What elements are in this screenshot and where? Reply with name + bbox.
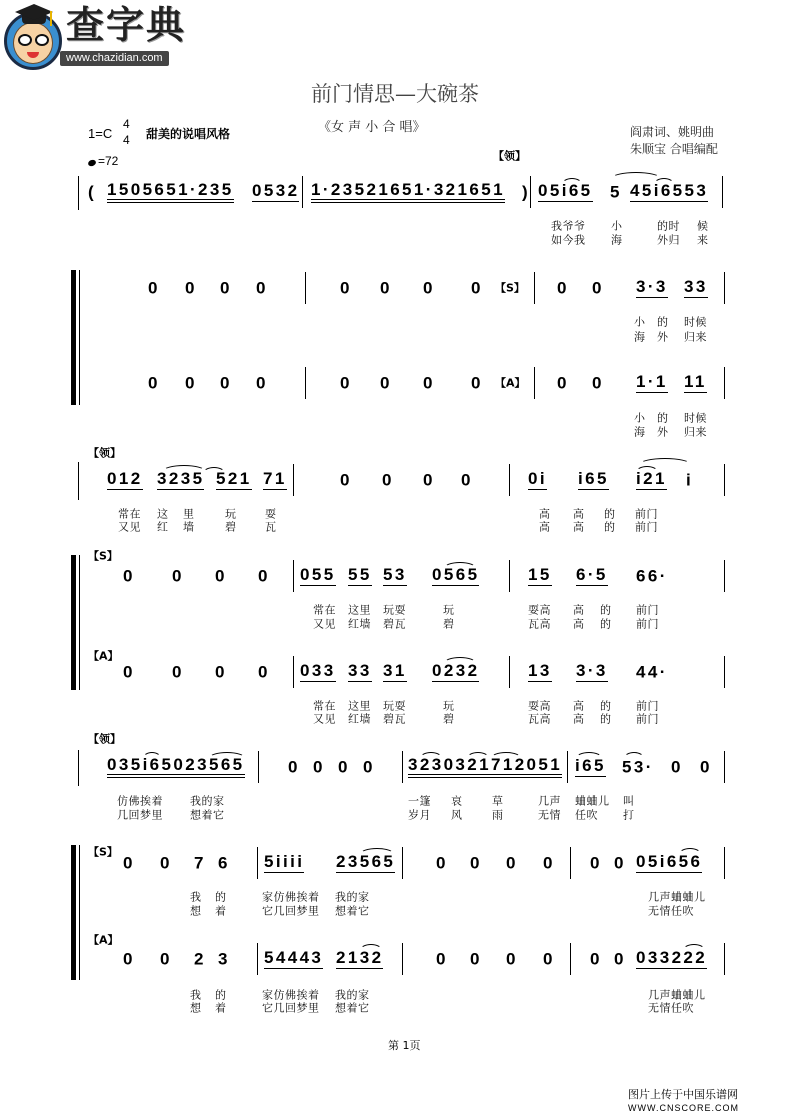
alto-notes: 33 (348, 661, 372, 680)
lead-lyric: 玩 (225, 507, 237, 521)
alto-notes: 0 (557, 373, 569, 393)
alto-lyric: 家仿佛挨着 (262, 988, 320, 1002)
lead-lyric: 红 (157, 520, 169, 534)
alto-lyric: 它几回梦里 (262, 1001, 320, 1015)
soprano-lyric: 家仿佛挨着 (262, 890, 320, 904)
lead-notes: ( (88, 182, 97, 202)
alto-notes: 033222 (636, 948, 708, 967)
part-label: 【S】 (88, 549, 118, 563)
slur-mark (444, 657, 476, 669)
barline (402, 847, 403, 879)
soprano-lyric: 瓦高 (528, 617, 551, 631)
alto-notes: 0 (123, 949, 135, 969)
alto-notes: 3 (218, 949, 230, 969)
lead-lyric: 蛐蛐儿 (575, 794, 610, 808)
soprano-notes: 0 (160, 853, 172, 873)
slur-mark (562, 178, 582, 190)
slur-mark (679, 848, 701, 860)
barline (530, 176, 531, 208)
slur-mark (163, 465, 205, 477)
soprano-notes: 0 (470, 853, 482, 873)
alto-lyric: 又见 (313, 712, 336, 726)
soprano-lyric: 常在 (313, 603, 336, 617)
lead-lyric: 墙 (183, 520, 195, 534)
lead-notes: 53· (622, 757, 654, 777)
lead-lyric: 里 (183, 507, 195, 521)
barline (724, 847, 725, 879)
soprano-lyric: 归来 (684, 330, 707, 344)
barline (305, 367, 306, 399)
soprano-notes: 6·5 (576, 565, 608, 584)
slur-mark (203, 467, 225, 479)
lead-lyric: 高 (573, 520, 585, 534)
lead-lyric: 叫 (623, 794, 635, 808)
soprano-notes: 0 (506, 853, 518, 873)
slur-mark (612, 172, 660, 184)
alto-lyric: 时候 (684, 411, 707, 425)
soprano-notes: 0 (258, 566, 270, 586)
lead-notes: 0 (461, 470, 473, 490)
soprano-notes: 0 (592, 278, 604, 298)
alto-notes: 44· (636, 662, 668, 682)
barline (567, 751, 568, 783)
alto-lyric: 的 (215, 988, 227, 1002)
lead-lyric: 几回梦里 (117, 808, 163, 822)
alto-lyric: 小 (634, 411, 646, 425)
part-label: 【S】 (88, 845, 118, 859)
system-line (78, 750, 79, 786)
barline (302, 176, 303, 208)
soprano-lyric: 红墙 (348, 617, 371, 631)
alto-notes: 2132 (336, 948, 384, 967)
lead-lyric: 岁月 (408, 808, 431, 822)
alto-lyric: 前门 (636, 699, 659, 713)
part-label: 【领】 (88, 732, 121, 746)
alto-lyric: 高 (573, 699, 585, 713)
soprano-notes: 0 (220, 278, 232, 298)
lyricist-composer-credit: 阎肃词、姚明曲 (630, 125, 715, 139)
alto-notes: 54443 (264, 948, 324, 967)
lead-lyric: 的 (604, 520, 616, 534)
soprano-notes: 0 (148, 278, 160, 298)
soprano-notes: 0 (590, 853, 602, 873)
soprano-notes: 7 (194, 853, 206, 873)
soprano-lyric: 前门 (636, 603, 659, 617)
lead-lyric: 候 (697, 219, 709, 233)
lead-notes: 0 (382, 470, 394, 490)
alto-lyric: 几声蛐蛐儿 (648, 988, 706, 1002)
bracket-line (79, 270, 80, 405)
barline (534, 272, 535, 304)
soprano-lyric: 的 (657, 315, 669, 329)
soprano-notes: 6 (218, 853, 230, 873)
alto-lyric: 的 (600, 712, 612, 726)
alto-notes: 0 (172, 662, 184, 682)
slur-mark (143, 752, 161, 764)
song-subtitle: 《女 声 小 合 唱》 (318, 120, 426, 135)
song-title: 前门情思—大碗茶 (311, 82, 479, 106)
soprano-notes: 0 (471, 278, 483, 298)
slur-mark (444, 562, 476, 574)
alto-lyric: 我的家 (335, 988, 370, 1002)
barline (724, 943, 725, 975)
soprano-notes: 055 (300, 565, 336, 584)
alto-notes: 0 (340, 373, 352, 393)
alto-lyric: 耍高 (528, 699, 551, 713)
barline (570, 943, 571, 975)
alto-notes: 0 (436, 949, 448, 969)
alto-notes: 0 (471, 373, 483, 393)
soprano-notes: 0 (380, 278, 392, 298)
soprano-notes: 55 (348, 565, 372, 584)
lead-notes: 0 (363, 757, 375, 777)
page-number: 第 1页 (388, 1039, 421, 1052)
soprano-notes: 5iiii (264, 852, 305, 871)
barline (724, 367, 725, 399)
barline (724, 656, 725, 688)
alto-lyric: 高 (573, 712, 585, 726)
soprano-notes: 66· (636, 566, 668, 586)
soprano-lyric: 海 (634, 330, 646, 344)
lead-lyric: 几声 (538, 794, 561, 808)
soprano-lyric: 着 (215, 904, 227, 918)
alto-lyric: 碧瓦 (383, 712, 406, 726)
alto-notes: 0 (256, 373, 268, 393)
barline (509, 656, 510, 688)
barline (305, 272, 306, 304)
barline (402, 943, 403, 975)
soprano-lyric: 碧瓦 (383, 617, 406, 631)
bracket-line (79, 845, 80, 980)
alto-lyric: 的 (657, 411, 669, 425)
soprano-lyric: 它几回梦里 (262, 904, 320, 918)
soprano-notes: 0565 (432, 565, 480, 584)
lead-lyric: 风 (451, 808, 463, 822)
part-bracket (71, 555, 76, 690)
lead-notes: i (686, 470, 694, 490)
lead-notes: 0532 (252, 181, 300, 200)
key-signature: 1=C (88, 126, 113, 141)
alto-notes: 0 (160, 949, 172, 969)
bracket-line (79, 555, 80, 690)
logo-brand-text: 查字典 (66, 3, 187, 47)
soprano-notes: 53 (383, 565, 407, 584)
soprano-lyric: 想 (190, 904, 202, 918)
alto-lyric: 常在 (313, 699, 336, 713)
alto-notes: 0 (185, 373, 197, 393)
barline (293, 560, 294, 592)
soprano-lyric: 我的家 (335, 890, 370, 904)
soprano-notes: 0 (185, 278, 197, 298)
lead-notes: 0 (338, 757, 350, 777)
alto-notes: 31 (383, 661, 407, 680)
alto-notes: 2 (194, 949, 206, 969)
system-line (78, 176, 79, 210)
lead-notes: 012 (107, 469, 143, 488)
soprano-notes: 0 (423, 278, 435, 298)
lead-lyric: 高 (573, 507, 585, 521)
alto-notes: 0 (590, 949, 602, 969)
part-label: 【领】 (493, 149, 526, 163)
soprano-lyric: 时候 (684, 315, 707, 329)
soprano-lyric: 小 (634, 315, 646, 329)
soprano-lyric: 碧 (443, 617, 455, 631)
soprano-lyric: 玩 (443, 603, 455, 617)
system-line (78, 462, 79, 500)
part-label: 【A】 (88, 649, 119, 663)
soprano-notes: 3·3 (636, 277, 668, 296)
alto-notes: 0 (220, 373, 232, 393)
soprano-lyric: 高 (573, 603, 585, 617)
soprano-lyric: 外 (657, 330, 669, 344)
lead-lyric: 外归 (657, 233, 680, 247)
lead-lyric: 想着它 (190, 808, 225, 822)
lead-lyric: 哀 (451, 794, 463, 808)
alto-notes: 0232 (432, 661, 480, 680)
slur-mark (420, 752, 442, 764)
alto-lyric: 想 (190, 1001, 202, 1015)
lead-lyric: 一篷 (408, 794, 431, 808)
barline (257, 847, 258, 879)
barline (402, 751, 403, 783)
alto-lyric: 玩 (443, 699, 455, 713)
alto-notes: 3·3 (576, 661, 608, 680)
barline (570, 847, 571, 879)
lead-notes: 3235 (157, 469, 205, 488)
part-label: 【A】 (88, 933, 119, 947)
slur-mark (209, 752, 245, 764)
barline (724, 272, 725, 304)
soprano-notes: 23565 (336, 852, 396, 871)
alto-notes: 0 (614, 949, 626, 969)
alto-lyric: 归来 (684, 425, 707, 439)
alto-lyric: 前门 (636, 712, 659, 726)
slur-mark (467, 752, 489, 764)
performance-style: 甜美的说唱风格 (146, 127, 231, 141)
barline (293, 464, 294, 496)
lead-lyric: 碧 (225, 520, 237, 534)
lead-lyric: 草 (492, 794, 504, 808)
lead-lyric: 常在 (118, 507, 141, 521)
slur-mark (640, 458, 690, 470)
alto-lyric: 红墙 (348, 712, 371, 726)
lead-lyric: 如今我 (551, 233, 586, 247)
soprano-notes: 0 (123, 566, 135, 586)
barline (258, 751, 259, 783)
lead-notes: i65 (575, 756, 606, 775)
lead-notes: 0 (340, 470, 352, 490)
barline (257, 943, 258, 975)
soprano-notes: 0 (340, 278, 352, 298)
lead-notes: 1505651·235 (107, 181, 234, 203)
alto-lyric: 想着它 (335, 1001, 370, 1015)
lead-notes: 5 (610, 182, 622, 202)
alto-notes: 0 (148, 373, 160, 393)
soprano-notes: 0 (215, 566, 227, 586)
alto-lyric: 着 (215, 1001, 227, 1015)
source-credit: 图片上传于中国乐谱网 (628, 1088, 738, 1101)
soprano-notes: 0 (436, 853, 448, 873)
lead-notes: i21 (636, 469, 667, 488)
alto-lyric: 我 (190, 988, 202, 1002)
alto-notes: 0 (506, 949, 518, 969)
part-label: 【S】 (495, 281, 525, 295)
soprano-notes: 0 (614, 853, 626, 873)
barline (293, 656, 294, 688)
soprano-lyric: 无情任吹 (648, 904, 694, 918)
lead-notes: 05i65 (538, 181, 593, 200)
alto-lyric: 无情任吹 (648, 1001, 694, 1015)
lead-lyric: 来 (697, 233, 709, 247)
lead-lyric: 的 (604, 507, 616, 521)
barline (509, 464, 510, 496)
alto-lyric: 碧 (443, 712, 455, 726)
lead-lyric: 无情 (538, 808, 561, 822)
barline (722, 176, 723, 208)
soprano-lyric: 想着它 (335, 904, 370, 918)
lead-notes: 0 (313, 757, 325, 777)
soprano-notes: 0 (123, 853, 135, 873)
lead-lyric: 打 (623, 808, 635, 822)
alto-notes: 0 (423, 373, 435, 393)
alto-lyric: 这里 (348, 699, 371, 713)
soprano-lyric: 这里 (348, 603, 371, 617)
lead-notes: 0i (528, 469, 547, 488)
lead-lyric: 高 (539, 507, 551, 521)
lead-notes: 1·23521651·321651 (311, 181, 505, 203)
slur-mark (576, 752, 602, 764)
soprano-lyric: 我 (190, 890, 202, 904)
soprano-lyric: 的 (215, 890, 227, 904)
lead-lyric: 的时 (657, 219, 680, 233)
soprano-lyric: 高 (573, 617, 585, 631)
arranger-credit: 朱顺宝 合唱编配 (630, 142, 718, 156)
part-bracket (71, 270, 76, 405)
soprano-lyric: 的 (600, 603, 612, 617)
tempo-marking: =72 (98, 154, 119, 168)
alto-lyric: 的 (600, 699, 612, 713)
alto-lyric: 瓦高 (528, 712, 551, 726)
part-label: 【A】 (495, 376, 526, 390)
alto-notes: 11 (684, 372, 707, 391)
lead-notes: 0 (288, 757, 300, 777)
alto-notes: 0 (215, 662, 227, 682)
time-signature-top: 4 (123, 117, 130, 131)
lead-lyric: 仿佛挨着 (117, 794, 163, 808)
soprano-notes: 15 (528, 565, 552, 584)
soprano-lyric: 的 (600, 617, 612, 631)
lead-lyric: 前门 (635, 507, 658, 521)
lead-lyric: 高 (539, 520, 551, 534)
lead-notes: 0 (700, 757, 712, 777)
alto-notes: 1·1 (636, 372, 668, 391)
source-url[interactable]: WWW.CNSCORE.COM (628, 1103, 739, 1113)
soprano-lyric: 耍高 (528, 603, 551, 617)
slur-mark (624, 752, 644, 764)
soprano-notes: 0 (172, 566, 184, 586)
lead-lyric: 这 (157, 507, 169, 521)
soprano-notes: 05i656 (636, 852, 703, 871)
alto-notes: 0 (470, 949, 482, 969)
lead-notes: 3230321712051 (408, 756, 562, 778)
lead-lyric: 雨 (492, 808, 504, 822)
slur-mark (360, 944, 382, 956)
soprano-notes: 0 (256, 278, 268, 298)
lead-notes: 0 (671, 757, 683, 777)
lead-lyric: 小 (611, 219, 623, 233)
lead-lyric: 耍 (265, 507, 277, 521)
lead-lyric: 前门 (635, 520, 658, 534)
lead-notes: 521 (216, 469, 252, 488)
time-signature-bottom: 4 (123, 133, 130, 147)
soprano-notes: 0 (543, 853, 555, 873)
soprano-notes: 33 (684, 277, 708, 296)
slur-mark (491, 752, 521, 764)
lead-lyric: 我爷爷 (551, 219, 586, 233)
lead-lyric: 海 (611, 233, 623, 247)
barline (724, 751, 725, 783)
lead-notes: i65 (578, 469, 609, 488)
barline (724, 560, 725, 592)
alto-notes: 0 (543, 949, 555, 969)
alto-notes: 0 (592, 373, 604, 393)
barline (534, 367, 535, 399)
alto-notes: 0 (380, 373, 392, 393)
soprano-lyric: 前门 (636, 617, 659, 631)
lead-lyric: 瓦 (265, 520, 277, 534)
lead-notes: 45i6553 (630, 181, 709, 200)
soprano-lyric: 玩耍 (383, 603, 406, 617)
alto-notes: 0 (123, 662, 135, 682)
barline (509, 560, 510, 592)
soprano-lyric: 又见 (313, 617, 336, 631)
alto-notes: 13 (528, 661, 552, 680)
part-label: 【领】 (88, 446, 121, 460)
alto-lyric: 外 (657, 425, 669, 439)
alto-notes: 033 (300, 661, 336, 680)
alto-lyric: 海 (634, 425, 646, 439)
alto-lyric: 玩耍 (383, 699, 406, 713)
lead-notes: 035i65023565 (107, 756, 245, 778)
alto-notes: 0 (258, 662, 270, 682)
lead-notes: 71 (263, 469, 287, 488)
soprano-notes: 0 (557, 278, 569, 298)
slur-mark (654, 178, 674, 190)
part-bracket (71, 845, 76, 980)
lead-lyric: 我的家 (190, 794, 225, 808)
slur-mark (683, 944, 705, 956)
slur-mark (360, 848, 394, 860)
lead-notes: ) (522, 182, 531, 202)
barline (724, 464, 725, 496)
lead-lyric: 任吹 (575, 808, 598, 822)
logo-url-link[interactable]: www.chazidian.com (60, 51, 169, 66)
lead-lyric: 又见 (118, 520, 141, 534)
soprano-lyric: 几声蛐蛐儿 (648, 890, 706, 904)
lead-notes: 0 (423, 470, 435, 490)
